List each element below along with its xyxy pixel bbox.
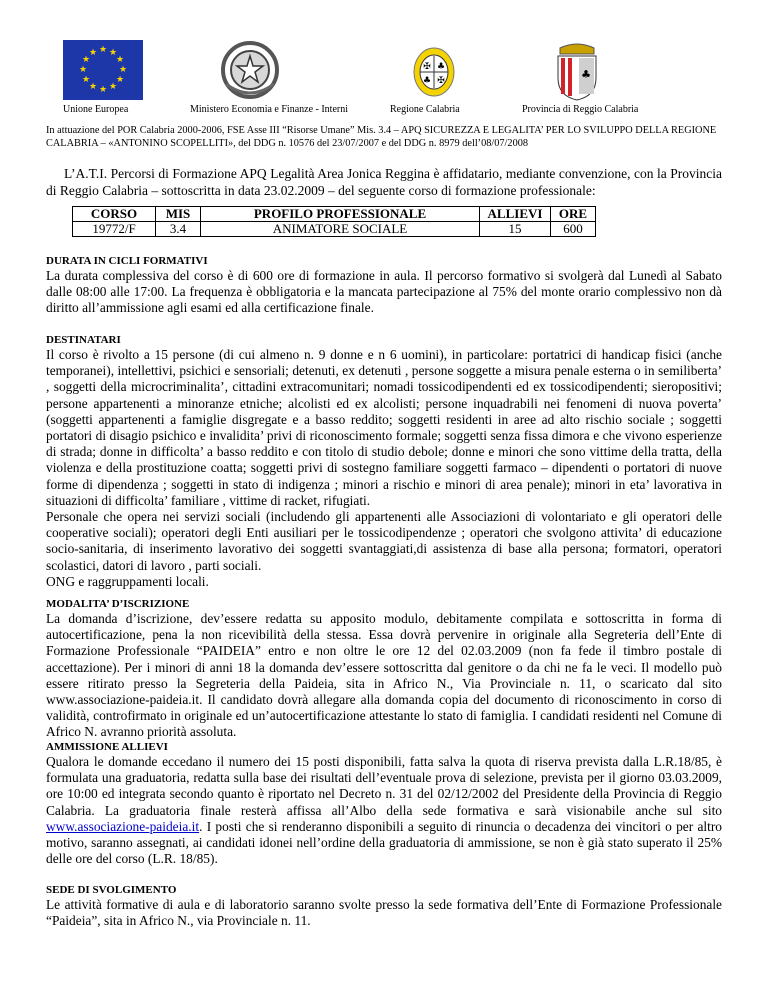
province-coat-of-arms — [550, 40, 604, 107]
svg-text:♣: ♣ — [436, 62, 446, 72]
section-text: Il corso è rivolto a 15 persone (di cui almeno n. 9 donne e n 6 uomini), in particolare: portatrici di handicap fisici (anche temporanei), intellettivi, psichici e sensoriali; detenuti, ex detenuti , persone soggette a misura penale esterna o in semiliberta’ , soggetti della microcriminalita’, cittadini extracomunitari; nomadi tossicodipendenti ed ex tossicodipendenti; sieropositivi; persone appartenenti a minoranze etniche; alcolisti ed ex alcolisti; persone inquadrabili nei fenomeni di nuova poverta’ (soggetti appartenenti a famiglie disgregate e a basso reddito; soggetti residenti in aree ad alto rischio sociale ; soggetti portatori di disagio psichico e invalidita’ privi di riconoscimento formale; soggetti senza fissa dimora e che vivono esperienze di strada; donne in difficolta’ a basso reddito e con titolo di studio debole; donne e minori che sono vittime della tratta, della violenza e della prostituzione coatta; soggetti privi di sostegno familiare soggetti farmaco – dipendenti o portatori di nuove forme di dipendenza ; soggetti in stato di indigenza ; minori a rischio e minori di area penale); minori in eta’ lavorativa in situazioni di difficolta’ familiare , vittime di racket, rifugiati. — [46, 347, 722, 508]
table-row — [73, 222, 596, 237]
section-text: Le attività formative di aula e di laboratorio saranno svolte presso la sede formativa dell’Ente di Formazione Professionale “Paideia”, sita in Africo N., via Provinciale n. 11. — [46, 897, 722, 929]
text-part: . I posti che si renderanno disponibili a seguito di rinuncia o decadenza dei vincitori o per altro motivo, saranno assegnati, ai candidati idonei nell’ordine della graduatoria di ammissione, se non è già stato superato il 25% delle ore del corso (L.R. 18/85). — [46, 818, 722, 867]
section-text: ONG e raggruppamenti locali. — [46, 573, 209, 589]
section-text: Personale che opera nei servizi sociali (includendo gli appartenenti alle Associazioni di volontariato e gli operatori delle cooperative sociali); operatori degli Enti ausiliari per le tossicodipendenze ; operatori che svolgono attivita’ di educazione socio-sanitaria, di inserimento lavorativo dei soggetti svantaggiati,di assistenza di base alla persona; formatori, operatori scolastici, datori di lavoro , parti sociali. — [46, 509, 722, 573]
section-title: DESTINATARI — [46, 334, 121, 346]
province-caption: Provincia di Reggio Calabria — [522, 104, 639, 115]
calabria-region-logo — [410, 40, 458, 105]
legal-reference: In attuazione del POR Calabria 2000-2006, FSE Asse III “Risorse Umane” Mis. 3.4 – APQ SICUREZZA E LEGALITA’ PER LO SVILUPPO DELLA REGIONE CALABRIA – «ANTONINO SCOPELLITI», del DDG n. 10576 del 23/07/2007 e del DDG n. 8979 dell’08/07/2008 — [46, 125, 717, 149]
section-title: MODALITA’ D’ISCRIZIONE — [46, 598, 190, 610]
section-iscrizione — [46, 597, 722, 741]
region-caption: Regione Calabria — [390, 104, 460, 115]
svg-text:♣: ♣ — [422, 76, 432, 86]
text-part: Qualora le domande eccedano il numero dei 15 posti disponibili, fatta salva la quota di riserva prevista dalla L.R.18/85, è formulata una graduatoria, redatta sulla base dei risultati dell’eventuale prova di selezione, prevista per il giorno 03.03.2009, ore 10:00 ed integrata secondo quanto è riportato nel Decreto n. 31 del 02/12/2002 del Presidente della Provincia di Reggio Calabria. La graduatoria finale resterà affissa all’Albo della sede formativa e sarà visionabile anche sul sito — [46, 754, 722, 818]
paideia-website-link[interactable]: www.associazione-paideia.it — [46, 818, 200, 834]
cell-ore: 600 — [551, 222, 596, 237]
header-allievi: ALLIEVI — [480, 207, 551, 222]
intro-paragraph: L’A.T.I. Percorsi di Formazione APQ Legalità Area Jonica Reggina è affidatario, mediante convenzione, con la Provincia di Reggio Calabria – sottoscritta in data 23.02.2009 – del seguente corso di formazione professionale: — [46, 166, 722, 198]
svg-text:✠: ✠ — [437, 76, 445, 86]
italian-republic-emblem — [218, 40, 282, 105]
svg-text:★: ★ — [98, 85, 108, 95]
ministry-caption: Ministero Economia e Finanze - Interni — [190, 104, 349, 115]
svg-text:★: ★ — [108, 82, 118, 92]
header-corso: CORSO — [73, 207, 156, 222]
svg-text:♣: ♣ — [581, 68, 591, 81]
svg-text:★: ★ — [115, 55, 125, 65]
eu-flag-logo — [63, 40, 143, 105]
section-sede — [46, 883, 722, 929]
section-title: AMMISSIONE ALLIEVI — [46, 741, 168, 753]
header-mis: MIS — [156, 207, 201, 222]
section-text: La domanda d’iscrizione, dev’essere redatta su apposito modulo, debitamente compilata e sottoscritta in forma di autocertificazione, pena la non ricevibilità della stessa. Essa dovrà pervenire in originale alla Segreteria dell’Ente di Formazione Professionale “PAIDEIA” entro e non oltre le ore 12 del 02.03.2009 (non fa fede il timbro postale di accettazione). Per i minori di anni 18 la domanda dev’essere sottoscritta dal genitore o da chi ne fa le veci. Il modello può essere ritirato presso la Segreteria della Paideia, sita in Africo N., Via Provinciale n. 11, o scaricato dal sito www.associazione-paideia.it. Il candidato dovrà allegare alla domanda copia del documento di riconoscimento in corso di validità, controfirmato in originale ed un’autocertificazione attestante lo stato di famiglia. I candidati residenti nel Comune di Africo N. avranno priorità assoluta. — [46, 611, 722, 740]
svg-text:★: ★ — [115, 75, 125, 85]
section-text: La durata complessiva del corso è di 600 ore di formazione in aula. Il percorso formativo si svolgerà dal Lunedì al Sabato dalle 08:00 alle 17:00. La frequenza è obbligatoria e la mancata partecipazione al 75% del monte orario complessivo non dà diritto all’ammissione agli esami ed alla certificazione finale. — [46, 268, 722, 316]
section-text — [46, 754, 722, 867]
header-ore: ORE — [551, 207, 596, 222]
svg-text:★: ★ — [98, 45, 108, 55]
course-table — [72, 206, 596, 237]
header-profilo: PROFILO PROFESSIONALE — [201, 207, 480, 222]
logos-header — [0, 40, 768, 118]
svg-text:★: ★ — [118, 65, 128, 75]
svg-text:★: ★ — [108, 48, 118, 58]
cell-allievi: 15 — [480, 222, 551, 237]
svg-text:★: ★ — [81, 55, 91, 65]
svg-text:★: ★ — [88, 82, 98, 92]
svg-text:✠: ✠ — [423, 62, 431, 72]
section-durata — [46, 254, 722, 317]
section-title: DURATA IN CICLI FORMATIVI — [46, 255, 208, 267]
section-ammissione — [46, 740, 722, 867]
section-destinatari — [46, 333, 722, 590]
svg-text:★: ★ — [78, 65, 88, 75]
cell-corso: 19772/F — [73, 222, 156, 237]
cell-profilo: ANIMATORE SOCIALE — [201, 222, 480, 237]
eu-caption: Unione Europea — [63, 104, 129, 115]
course-table-header — [73, 207, 596, 222]
svg-text:★: ★ — [88, 48, 98, 58]
svg-text:★: ★ — [81, 75, 91, 85]
section-title: SEDE DI SVOLGIMENTO — [46, 884, 177, 896]
cell-mis: 3.4 — [156, 222, 201, 237]
